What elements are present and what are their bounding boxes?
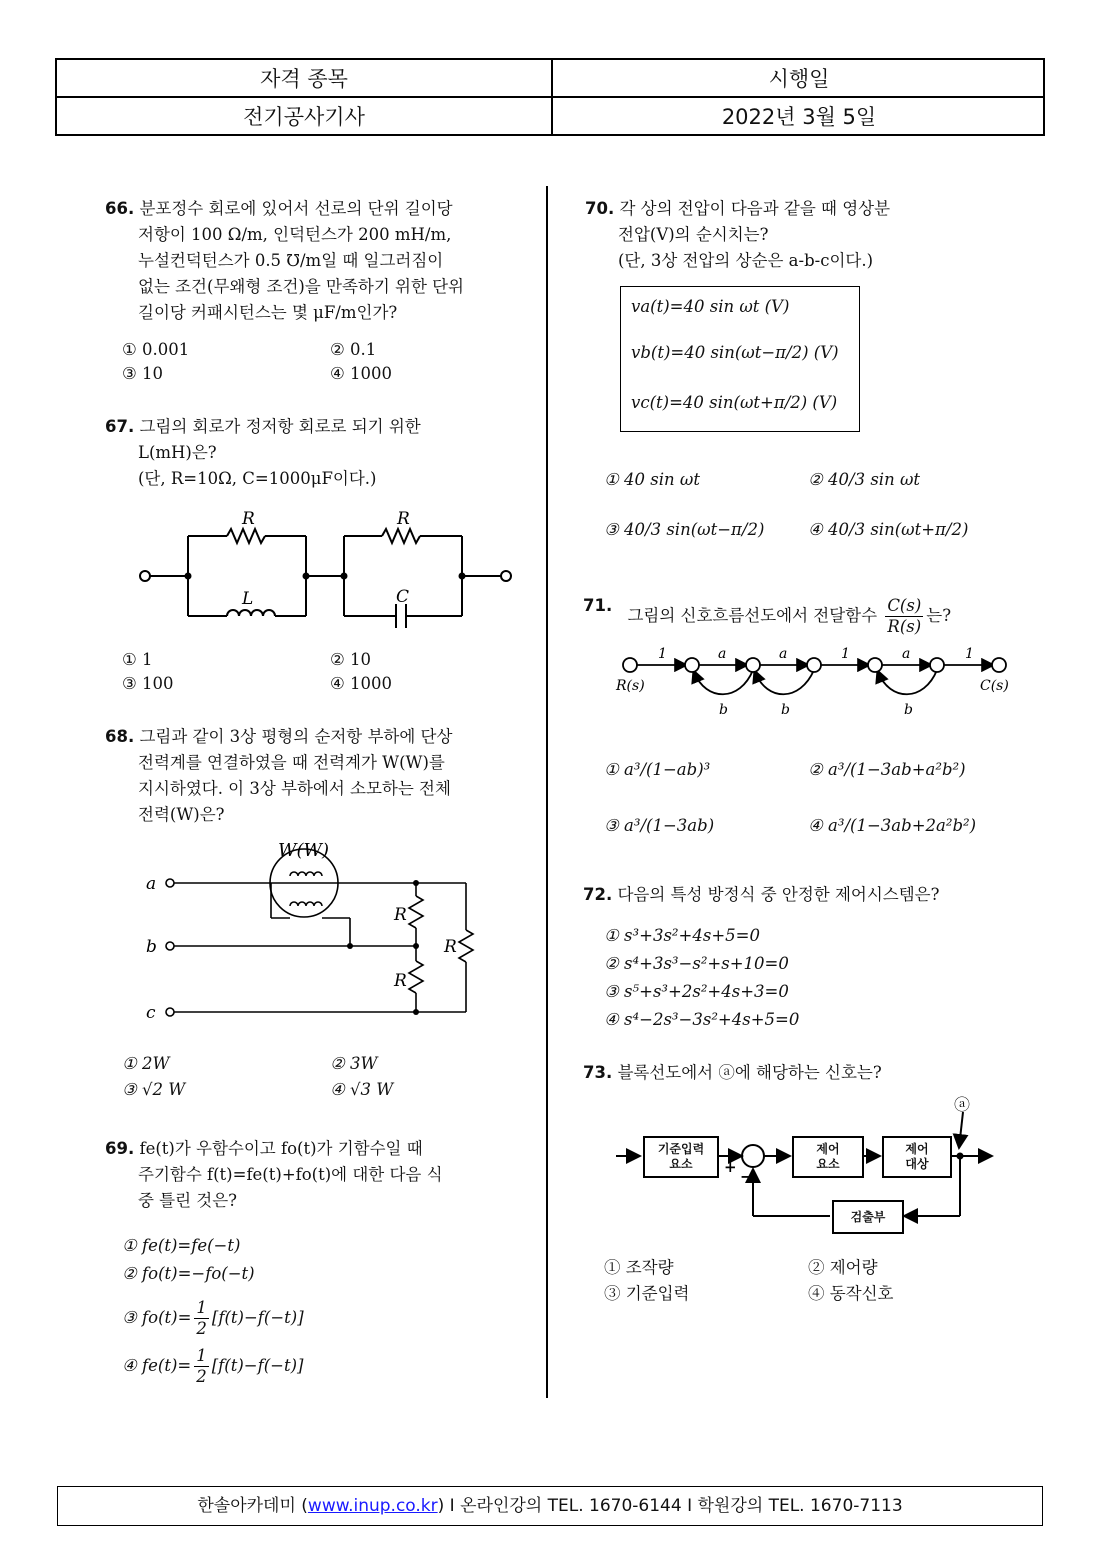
phase-c-label: c <box>146 1003 156 1023</box>
option-2[interactable]: ② 제어량 <box>808 1258 878 1277</box>
capacitor-label: C <box>396 587 410 607</box>
question-number: 70. <box>585 199 615 218</box>
header-subject-label: 자격 종목 <box>260 67 348 91</box>
option-3[interactable]: ③ 40/3 sin(ωt−π/2) <box>604 520 765 539</box>
option-2[interactable]: ② a³/(1−3ab+a²b²) <box>808 760 966 779</box>
option-2[interactable]: ② s⁴+3s³−s²+s+10=0 <box>604 954 789 973</box>
reference-input-block: 기준입력 요소 <box>643 1136 719 1178</box>
option-4[interactable]: ④ a³/(1−3ab+2a²b²) <box>808 816 977 835</box>
resistor-label: R <box>242 509 255 529</box>
option-3[interactable]: ③ s⁵+s³+2s²+4s+3=0 <box>604 982 789 1001</box>
detector-block: 검출부 <box>832 1200 904 1234</box>
option-1[interactable]: ① 0.001 <box>122 340 190 359</box>
resistor-label: R <box>394 971 407 991</box>
question-text: 다음의 특성 방정식 중 안정한 제어시스템은? <box>617 885 940 904</box>
equation-vc: vc(t)=40 sin(ωt+π/2) (V) <box>631 393 838 412</box>
question-text: 는? <box>926 606 952 625</box>
question-number: 73. <box>583 1063 613 1082</box>
header-date-value: 2022년 3월 5일 <box>551 98 1045 136</box>
option-4[interactable]: ④ s⁴−2s³−3s²+4s+5=0 <box>604 1010 800 1029</box>
question-text: 각 상의 전압이 다음과 같을 때 영상분 <box>619 199 891 218</box>
option-1[interactable]: ① 1 <box>122 650 153 669</box>
resistor-label: R <box>394 905 407 925</box>
contact-phones: ) I 온라인강의 TEL. 1670-6144 I 학원강의 TEL. 1670-7113 <box>437 1496 903 1516</box>
question-68 <box>105 724 535 828</box>
three-phase-wattmeter-diagram <box>140 836 510 1036</box>
question-number: 71. <box>583 596 613 615</box>
option-3[interactable]: ③ 100 <box>122 674 174 693</box>
question-67 <box>105 414 535 492</box>
wattmeter-label: W(W) <box>278 840 330 861</box>
question-text: 없는 조건(무왜형 조건)을 만족하기 위한 단위 <box>138 277 465 296</box>
option-2[interactable]: ② 10 <box>330 650 372 669</box>
option-4[interactable] <box>122 1346 304 1387</box>
question-text: 블록선도에서 ⓐ에 해당하는 신호는? <box>617 1063 882 1082</box>
feedback-gain: b <box>719 702 728 718</box>
option-text: ④ fe(t)= <box>122 1356 192 1375</box>
option-4[interactable]: ④ 1000 <box>330 674 393 693</box>
option-4[interactable]: ④ 1000 <box>330 364 393 383</box>
option-1[interactable]: ① a³/(1−ab)³ <box>604 760 711 779</box>
branch-gain: a <box>779 646 788 662</box>
half-fraction: $\frac{1}{2}$ <box>196 1346 207 1386</box>
phase-a-label: a <box>146 874 157 894</box>
sum-plus-sign: + <box>724 1158 737 1176</box>
question-text: fe(t)가 우함수이고 fo(t)가 기함수일 때 <box>139 1139 423 1158</box>
branch-gain: a <box>902 646 911 662</box>
question-text: 그림의 회로가 정저항 회로로 되기 위한 <box>139 417 421 436</box>
question-text: 전력(W)은? <box>138 805 225 824</box>
academy-website-link[interactable]: www.inup.co.kr <box>307 1496 438 1516</box>
branch-gain: 1 <box>658 646 667 662</box>
option-2[interactable]: ② 40/3 sin ωt <box>808 470 921 489</box>
academy-footer <box>57 1486 1043 1526</box>
header-date-label: 시행일 <box>551 60 1045 98</box>
sum-minus-sign: − <box>740 1167 754 1186</box>
option-1[interactable]: ① 조작량 <box>604 1258 674 1277</box>
question-text: 누설컨덕턴스가 0.5 ℧/m일 때 일그러짐이 <box>138 251 444 270</box>
option-2[interactable]: ② fo(t)=−fo(−t) <box>122 1264 255 1283</box>
option-1[interactable]: ① 40 sin ωt <box>604 470 700 489</box>
question-number: 69. <box>105 1139 135 1158</box>
feedback-gain: b <box>904 702 913 718</box>
question-text: 길이당 커패시턴스는 몇 μF/m인가? <box>138 303 398 322</box>
question-text: 지시하였다. 이 3상 부하에서 소모하는 전체 <box>138 779 451 798</box>
option-3[interactable]: ③ 10 <box>122 364 164 383</box>
equation-va: va(t)=40 sin ωt (V) <box>631 297 790 316</box>
question-70 <box>585 196 1025 274</box>
feedback-gain: b <box>781 702 790 718</box>
option-3[interactable]: ③ 기준입력 <box>604 1284 690 1303</box>
branch-gain: 1 <box>841 646 850 662</box>
question-number: 66. <box>105 199 135 218</box>
input-node-label: R(s) <box>616 678 645 694</box>
question-69 <box>105 1136 535 1214</box>
output-node-label: C(s) <box>980 678 1009 694</box>
option-tail: [f(t)−f(−t)] <box>211 1356 304 1375</box>
option-1[interactable]: ① 2W <box>122 1054 170 1073</box>
question-text: L(mH)은? <box>138 443 217 462</box>
inductor-label: L <box>242 589 254 609</box>
question-text: 전압(V)의 순시치는? <box>618 225 769 244</box>
option-2[interactable]: ② 0.1 <box>330 340 377 359</box>
equation-vb: vb(t)=40 sin(ωt−π/2) (V) <box>631 343 839 362</box>
question-66 <box>105 196 535 326</box>
option-2[interactable]: ② 3W <box>330 1054 378 1073</box>
academy-name: 한솔아카데미 ( <box>197 1496 308 1516</box>
option-4[interactable]: ④ 40/3 sin(ωt+π/2) <box>808 520 969 539</box>
controller-block: 제어 요소 <box>792 1136 864 1178</box>
branch-gain: a <box>718 646 727 662</box>
option-4[interactable]: ④ √3 W <box>330 1080 394 1099</box>
option-3[interactable]: ③ a³/(1−3ab) <box>604 816 715 835</box>
question-text: 분포정수 회로에 있어서 선로의 단위 길이당 <box>139 199 453 218</box>
question-number: 67. <box>105 417 135 436</box>
option-1[interactable]: ① s³+3s²+4s+5=0 <box>604 926 760 945</box>
question-text: 전력계를 연결하였을 때 전력계가 W(W)를 <box>138 753 445 772</box>
option-3[interactable]: ③ √2 W <box>122 1080 186 1099</box>
option-4[interactable]: ④ 동작신호 <box>808 1284 894 1303</box>
transfer-function-fraction: $\frac{C(s)}{R(s)}$ <box>887 596 922 636</box>
option-3[interactable] <box>122 1298 304 1339</box>
half-fraction: $\frac{1}{2}$ <box>196 1298 207 1338</box>
resistor-label: R <box>444 937 457 957</box>
exam-header-table <box>55 58 1045 136</box>
question-text: 그림과 같이 3상 평형의 순저항 부하에 단상 <box>139 727 453 746</box>
question-text: 저항이 100 Ω/m, 인덕턴스가 200 mH/m, <box>138 225 452 244</box>
signal-a-marker: ⓐ <box>954 1095 971 1114</box>
question-text: (단, R=10Ω, C=1000μF이다.) <box>138 469 377 488</box>
phase-voltage-equations-box <box>620 286 860 432</box>
phase-b-label: b <box>146 937 157 957</box>
question-text: (단, 3상 전압의 상순은 a-b-c이다.) <box>618 251 874 270</box>
option-1[interactable]: ① fe(t)=fe(−t) <box>122 1236 241 1255</box>
option-text: ③ fo(t)= <box>122 1308 192 1327</box>
question-73 <box>583 1060 1033 1086</box>
question-text: 그림의 신호흐름선도에서 전달함수 <box>627 606 878 625</box>
question-number: 72. <box>583 885 613 904</box>
question-72 <box>583 882 1033 908</box>
resistor-label: R <box>397 509 410 529</box>
option-tail: [f(t)−f(−t)] <box>211 1308 304 1327</box>
question-text: 중 틀린 것은? <box>138 1191 238 1210</box>
plant-block: 제어 대상 <box>882 1136 952 1178</box>
constant-resistance-circuit-diagram <box>130 500 530 630</box>
header-subject-value: 전기공사기사 <box>243 105 365 129</box>
question-number: 68. <box>105 727 135 746</box>
column-divider <box>546 186 548 1398</box>
branch-gain: 1 <box>965 646 974 662</box>
signal-flow-graph <box>612 640 1022 720</box>
question-71 <box>583 586 1033 636</box>
question-text: 주기함수 f(t)=fe(t)+fo(t)에 대한 다음 식 <box>138 1165 443 1184</box>
